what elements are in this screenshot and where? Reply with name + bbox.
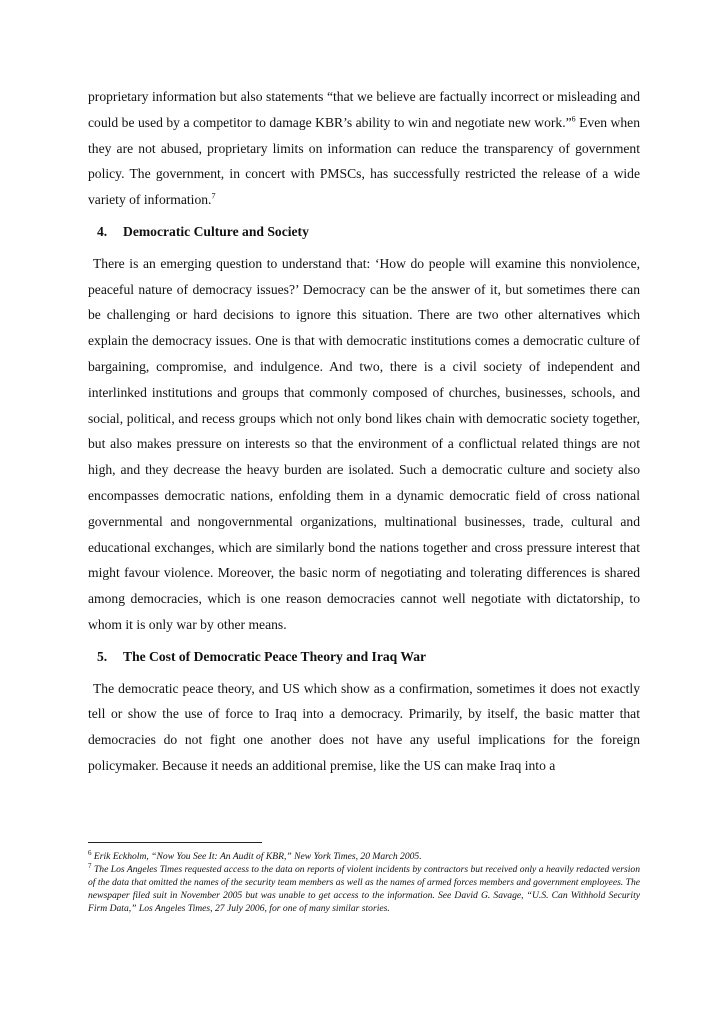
section-number: 4. [97,223,108,239]
paragraph-proprietary-info [88,84,640,213]
footnote-7 [88,863,640,915]
section-number: 5. [97,648,108,664]
section-title: The Cost of Democratic Peace Theory and Iraq War [123,648,427,664]
paragraph-democratic-culture: There is an emerging question to understand that: ‘How do people will examine this nonviolence, peaceful nature of democracy issues?’ Democracy can be the answer of it, but sometimes there can be challenging or hard decisions to ignore this situation. There are two other alternatives which explain the democracy issues. One is that with democratic institutions comes a democratic culture of bargaining, compromise, and indulgence. And two, there is a civil society of independent and interlinked institutions and groups that commonly composed of churches, businesses, schools, and social, political, and recess groups which not only bond likes chain with democratic society together, but also makes pressure on interests so that the environment of a conflictual related things are not high, and they decrease the heavy burden are isolated. Such a democratic culture and society also encompasses democratic nations, enfolding them in a dynamic democratic field of cross national governmental and nongovernmental organizations, multinational businesses, trade, cultural and educational exchanges, which are similarly bond the nations together and cross pressure interest that might favour violence. Moreover, the basic norm of negotiating and tolerating differences is shared among democracies, which is one reason democracies cannot well negotiate with dictatorship, to whom it is only war by other means. [88,255,640,632]
section-heading-4 [88,219,640,245]
paragraph-text: proprietary information but also statements “that we believe are factually incorrect or misleading and could be used by a competitor to damage KBR’s ability to win and negotiate new work.” [88,89,640,130]
section-title: Democratic Culture and Society [123,223,309,239]
footnote-separator [88,842,262,843]
paragraph-cost-of-theory: The democratic peace theory, and US which show as a confirmation, sometimes it does not exactly tell or show the use of force to Iraq into a democracy. Primarily, by itself, the basic matter that democracies do not fight one another does not have any useful implications for the foreign policymaker. Because it needs an additional premise, like the US can make Iraq into a [88,680,640,773]
footnote-mark: 6 [88,848,92,857]
paragraph-text: Even when they are not abused, proprietary limits on information can reduce the transparency of government policy. The government, in concert with PMSCs, has successfully restricted the release of a wide variety of information. [88,114,640,208]
footnote-text: Erik Eckholm, “Now You See It: An Audit of KBR,” New York Times, 20 March 2005. [91,851,422,862]
footnote-text: The Los Angeles Times requested access to the data on reports of violent incidents by contractors but received only a heavily redacted version of the data that omitted the names of the security team members as well as the names of armed forces members and government employees. The newspaper filed suit in November 2005 but was unable to get access to the information. See David G. Savage, “U.S. Can Withhold Security Firm Data,” Los Angeles Times, 27 July 2006, for one of many similar stories. [88,864,640,914]
footnote-ref-6[interactable]: 6 [571,114,576,124]
footnote-mark: 7 [88,861,92,870]
footnote-ref-7[interactable]: 7 [211,191,216,201]
section-heading-5 [88,644,640,670]
footnote-6 [88,850,640,863]
document-body [88,84,640,779]
